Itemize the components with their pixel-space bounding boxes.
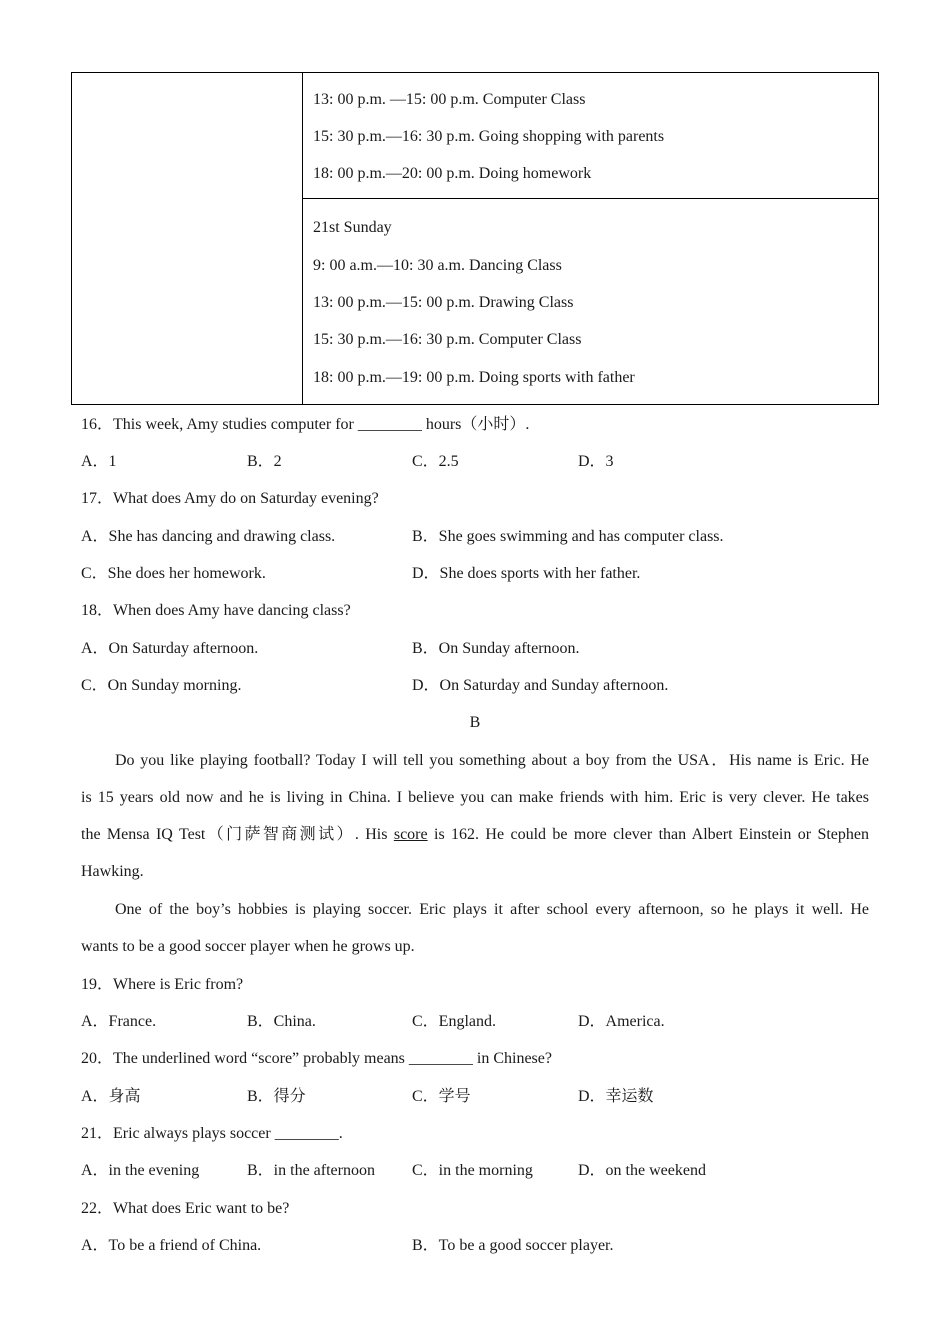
q17-option-d[interactable]: D．She does sports with her father. [412, 565, 641, 582]
q21-option-a[interactable]: A．in the evening [81, 1162, 200, 1179]
passage-paragraph-1 [81, 751, 869, 899]
saturday-row: 13: 00 p.m. —15: 00 p.m. Computer Class [313, 91, 586, 108]
q20-option-c[interactable]: C．学号 [412, 1088, 471, 1105]
question-16-stem: 16．This week, Amy studies computer for ________ hours（小时）. [81, 416, 530, 433]
passage-line: Hawking. [81, 863, 144, 880]
passage-line: Do you like playing football? Today I will tell you something about a boy from the USA．His name is Eric. He [115, 752, 869, 769]
q17-option-a[interactable]: A．She has dancing and drawing class. [81, 528, 336, 545]
saturday-row: 18: 00 p.m.—20: 00 p.m. Doing homework [313, 165, 592, 182]
sunday-row: 9: 00 a.m.—10: 30 a.m. Dancing Class [313, 257, 562, 274]
question-20-stem: 20．The underlined word “score” probably means ________ in Chinese? [81, 1050, 552, 1067]
q19-option-c[interactable]: C．England. [412, 1013, 496, 1030]
question-19-stem: 19．Where is Eric from? [81, 976, 244, 993]
schedule-table [71, 72, 879, 405]
question-22-stem: 22．What does Eric want to be? [81, 1200, 290, 1217]
q19-option-b[interactable]: B．China. [247, 1013, 316, 1030]
passage-line [81, 825, 869, 862]
q22-option-a[interactable]: A．To be a friend of China. [81, 1237, 262, 1254]
q20-option-a[interactable]: A．身高 [81, 1088, 141, 1105]
saturday-row: 15: 30 p.m.—16: 30 p.m. Going shopping with parents [313, 128, 665, 145]
q21-option-d[interactable]: D．on the weekend [578, 1162, 706, 1179]
underlined-word-score: score [393, 826, 428, 843]
question-17-stem: 17．What does Amy do on Saturday evening? [81, 490, 379, 507]
q16-option-b[interactable]: B．2 [247, 453, 282, 470]
sunday-row: 15: 30 p.m.—16: 30 p.m. Computer Class [313, 331, 582, 348]
table-row-divider [303, 198, 878, 199]
passage-text: the Mensa IQ Test（门萨智商测试）. His [81, 826, 394, 843]
q21-option-c[interactable]: C．in the morning [412, 1162, 533, 1179]
sunday-row: 13: 00 p.m.—15: 00 p.m. Drawing Class [313, 294, 574, 311]
section-b-heading: B [469, 714, 481, 731]
q18-option-a[interactable]: A．On Saturday afternoon. [81, 640, 259, 657]
q18-option-d[interactable]: D．On Saturday and Sunday afternoon. [412, 677, 669, 694]
q19-option-d[interactable]: D．America. [578, 1013, 665, 1030]
q21-option-b[interactable]: B．in the afternoon [247, 1162, 375, 1179]
passage-paragraph-2 [81, 900, 869, 974]
q17-option-b[interactable]: B．She goes swimming and has computer class. [412, 528, 724, 545]
question-21-stem: 21．Eric always plays soccer ________. [81, 1125, 343, 1142]
passage-line: wants to be a good soccer player when he grows up. [81, 938, 415, 955]
passage-line: is 15 years old now and he is living in China. I believe you can make friends with him. Eric is very clever. He takes [81, 789, 869, 806]
question-18-stem: 18．When does Amy have dancing class? [81, 602, 351, 619]
q17-option-c[interactable]: C．She does her homework. [81, 565, 266, 582]
q20-option-b[interactable]: B．得分 [247, 1088, 306, 1105]
q16-option-c[interactable]: C．2.5 [412, 453, 459, 470]
sunday-row: 18: 00 p.m.—19: 00 p.m. Doing sports with father [313, 369, 635, 386]
passage-line: One of the boy’s hobbies is playing soccer. Eric plays it after school every afternoon, so he plays it well. He [115, 901, 869, 918]
passage-text: is 162. He could be more clever than Albert Einstein or Stephen [427, 826, 869, 843]
schedule-date-column [72, 73, 303, 404]
q18-option-b[interactable]: B．On Sunday afternoon. [412, 640, 580, 657]
q22-option-b[interactable]: B．To be a good soccer player. [412, 1237, 614, 1254]
q19-option-a[interactable]: A．France. [81, 1013, 157, 1030]
q16-option-a[interactable]: A．1 [81, 453, 117, 470]
q18-option-c[interactable]: C．On Sunday morning. [81, 677, 242, 694]
sunday-title: 21st Sunday [313, 219, 392, 236]
q20-option-d[interactable]: D．幸运数 [578, 1088, 654, 1105]
q16-option-d[interactable]: D．3 [578, 453, 614, 470]
